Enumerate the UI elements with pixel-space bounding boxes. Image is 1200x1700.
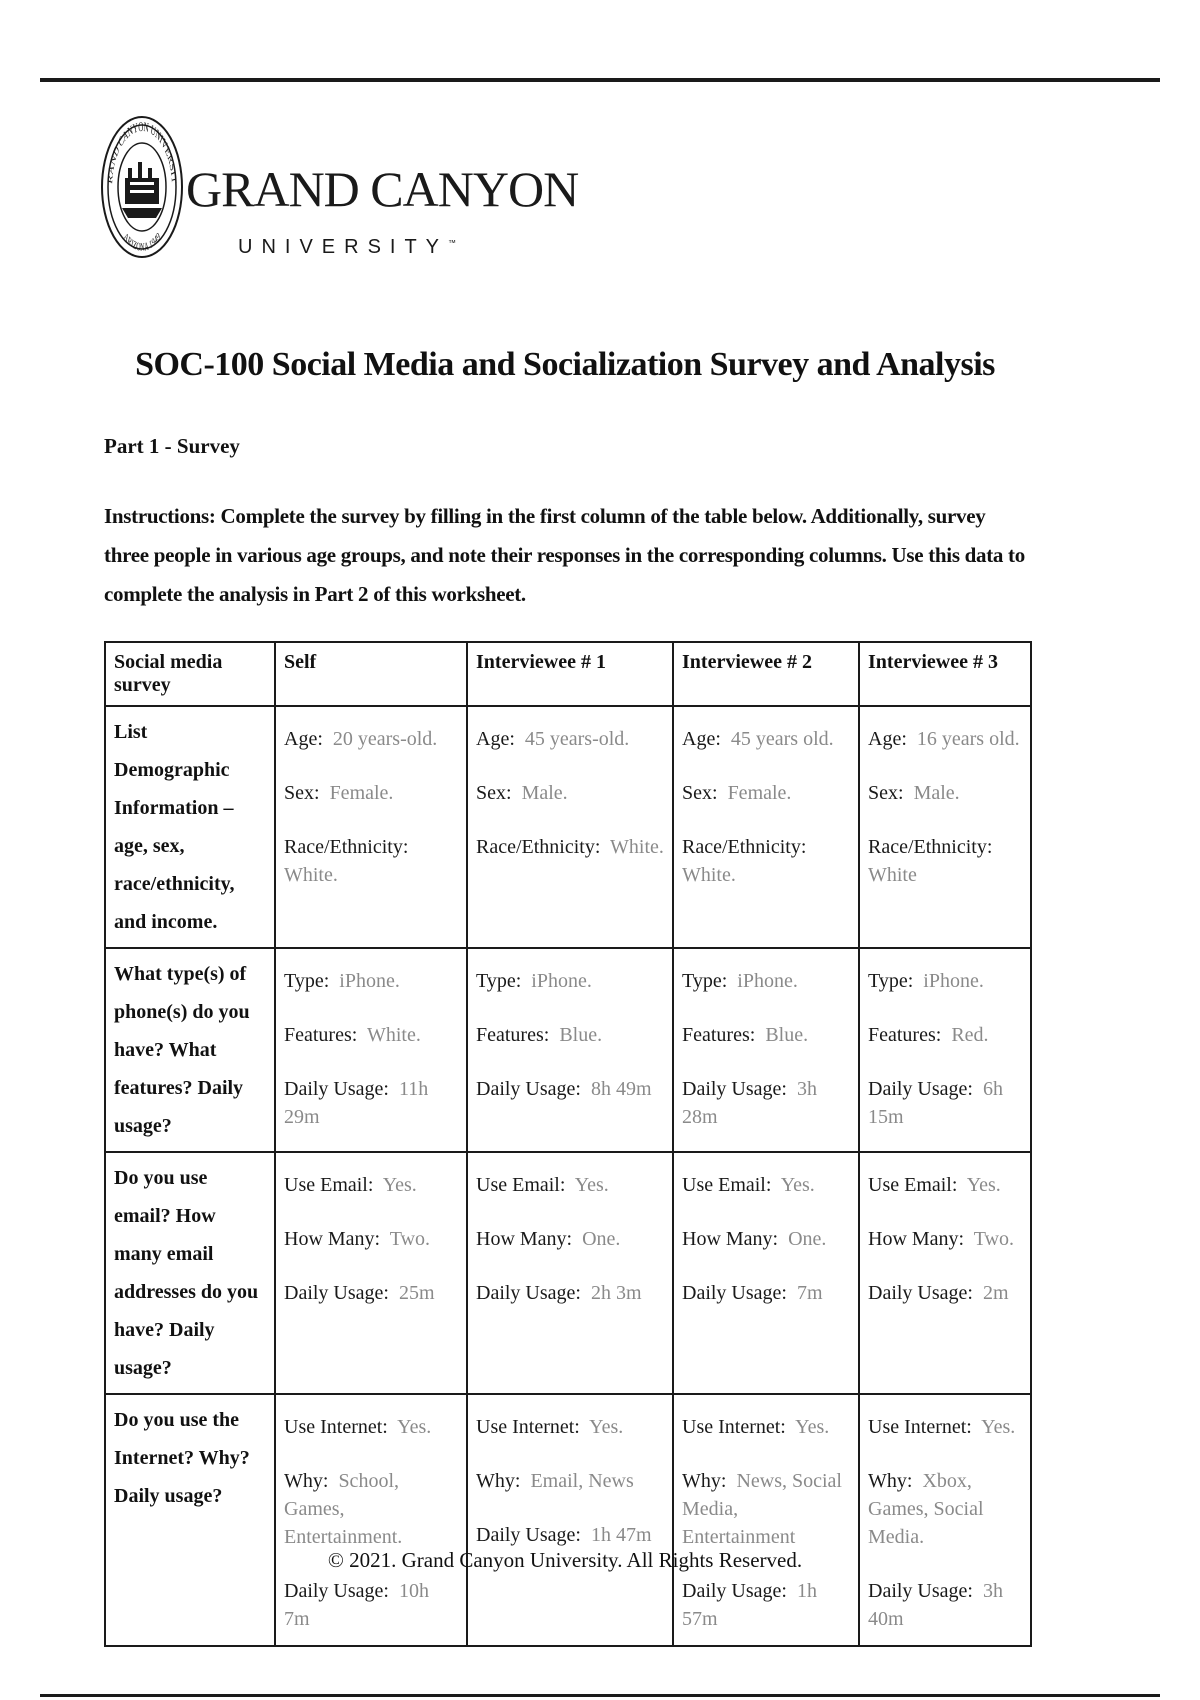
instructions: Instructions: Complete the survey by filling in the first column of the table below. Additionally, survey three people in various age groups, and note their responses in the corresponding columns. Use this data to complete the analysis in Part 2 of this worksheet.: [104, 504, 1025, 606]
response-label: Why:: [868, 1470, 913, 1492]
response-label: How Many:: [476, 1228, 573, 1250]
response-label: Daily Usage:: [868, 1580, 973, 1602]
column-header: Social media survey: [105, 642, 275, 706]
response-entry: [284, 833, 458, 889]
response-label: Features:: [476, 1024, 550, 1046]
response-entry: [476, 1171, 664, 1199]
response-entry: [476, 725, 664, 753]
response-cell: [467, 706, 673, 948]
response-label: Daily Usage:: [284, 1282, 389, 1304]
survey-question: What type(s) of phone(s) do you have? What features? Daily usage?: [105, 948, 275, 1152]
response-label: Features:: [868, 1024, 942, 1046]
response-value: 8h 49m: [590, 1078, 652, 1100]
response-entry: [476, 1467, 664, 1495]
response-entry: [682, 1171, 850, 1199]
response-value: Yes.: [397, 1416, 432, 1438]
response-value: 2m: [982, 1282, 1009, 1304]
response-value: Yes.: [981, 1416, 1016, 1438]
response-value: White.: [682, 864, 736, 886]
response-entry: [476, 779, 664, 807]
response-entry: [284, 1225, 458, 1253]
response-value: iPhone.: [339, 970, 400, 992]
response-value: 7m: [796, 1282, 823, 1304]
response-value: 6h 15m: [868, 1078, 1003, 1128]
response-value: 1h 57m: [682, 1580, 817, 1630]
table-row: [105, 1152, 1031, 1394]
response-entry: [284, 1171, 458, 1199]
response-entry: [284, 1279, 458, 1307]
response-entry: [868, 833, 1022, 889]
response-cell: [859, 948, 1031, 1152]
response-cell: [859, 706, 1031, 948]
response-label: Age:: [868, 728, 907, 750]
response-value: Xbox, Games, Social Media.: [868, 1470, 984, 1548]
response-label: Race/Ethnicity:: [476, 836, 601, 858]
response-value: 16 years old.: [916, 728, 1020, 750]
response-label: Why:: [284, 1470, 329, 1492]
response-entry: [476, 967, 664, 995]
response-value: Email, News: [530, 1470, 634, 1492]
response-entry: [868, 1577, 1022, 1633]
response-value: 3h 28m: [682, 1078, 817, 1128]
response-label: Use Internet:: [682, 1416, 786, 1438]
response-entry: [682, 1279, 850, 1307]
response-label: Type:: [682, 970, 728, 992]
table-row: [105, 706, 1031, 948]
response-entry: [476, 1521, 664, 1549]
table-row: [105, 948, 1031, 1152]
response-entry: [476, 1021, 664, 1049]
response-label: Features:: [682, 1024, 756, 1046]
response-label: Daily Usage:: [476, 1078, 581, 1100]
response-cell: [275, 948, 467, 1152]
top-rule: [40, 78, 1160, 82]
response-entry: [868, 1075, 1022, 1131]
response-label: Age:: [682, 728, 721, 750]
response-value: 45 years-old.: [524, 728, 630, 750]
response-entry: [284, 779, 458, 807]
response-label: Type:: [284, 970, 330, 992]
response-entry: [284, 725, 458, 753]
response-cell: [275, 706, 467, 948]
response-label: How Many:: [682, 1228, 779, 1250]
response-value: Female.: [727, 782, 792, 804]
response-entry: [682, 967, 850, 995]
response-value: Yes.: [795, 1416, 830, 1438]
response-entry: [682, 1413, 850, 1441]
response-entry: [682, 1021, 850, 1049]
response-entry: [682, 1075, 850, 1131]
response-label: Use Email:: [682, 1174, 772, 1196]
response-entry: [476, 1075, 664, 1103]
response-entry: [868, 1279, 1022, 1307]
seal-text: RAND CANYON UNIVERSIT: [106, 120, 178, 185]
response-entry: [284, 1021, 458, 1049]
seal-bottom-text: ARIZONA 1949: [122, 229, 162, 254]
response-entry: [682, 833, 850, 889]
response-value: iPhone.: [923, 970, 984, 992]
response-label: Why:: [476, 1470, 521, 1492]
response-entry: [682, 1577, 850, 1633]
response-cell: [467, 948, 673, 1152]
response-label: Daily Usage:: [682, 1078, 787, 1100]
response-entry: [284, 1075, 458, 1131]
response-entry: [868, 967, 1022, 995]
response-value: 2h 3m: [590, 1282, 642, 1304]
response-label: Daily Usage:: [284, 1580, 389, 1602]
copyright-footer: © 2021. Grand Canyon University. All Rights Reserved.: [327, 1548, 803, 1572]
response-entry: [476, 1413, 664, 1441]
response-value: News, Social Media, Entertainment: [682, 1470, 842, 1548]
response-label: Sex:: [868, 782, 904, 804]
response-value: 45 years old.: [730, 728, 834, 750]
response-value: Yes.: [966, 1174, 1001, 1196]
trademark-symbol: ™: [448, 238, 457, 248]
survey-question: List Demographic Information – age, sex, race/ethnicity, and income.: [105, 706, 275, 948]
svg-text:ARIZONA 1949: [123, 229, 162, 253]
response-entry: [682, 1225, 850, 1253]
response-label: Why:: [682, 1470, 727, 1492]
response-label: Use Internet:: [476, 1416, 580, 1438]
response-value: Two.: [389, 1228, 431, 1250]
response-entry: [868, 1021, 1022, 1049]
response-label: Type:: [868, 970, 914, 992]
response-value: Blue.: [765, 1024, 809, 1046]
response-entry: [868, 1225, 1022, 1253]
response-entry: [868, 1413, 1022, 1441]
response-label: Daily Usage:: [476, 1282, 581, 1304]
response-entry: [476, 1225, 664, 1253]
response-label: Daily Usage:: [476, 1524, 581, 1546]
response-value: Blue.: [559, 1024, 603, 1046]
response-label: Sex:: [284, 782, 320, 804]
response-entry: [284, 967, 458, 995]
response-label: How Many:: [868, 1228, 965, 1250]
response-cell: [275, 1152, 467, 1394]
response-value: Red.: [951, 1024, 989, 1046]
response-label: Use Internet:: [868, 1416, 972, 1438]
response-entry: [284, 1413, 458, 1441]
response-value: School, Games, Entertainment.: [284, 1470, 403, 1548]
response-value: Male.: [521, 782, 568, 804]
response-label: Sex:: [682, 782, 718, 804]
column-header: Interviewee # 1: [467, 642, 673, 706]
university-seal-icon: [100, 112, 184, 262]
response-value: 10h 7m: [284, 1580, 429, 1630]
table-header-row: [105, 642, 1031, 706]
response-entry: [682, 779, 850, 807]
response-value: Male.: [913, 782, 960, 804]
response-label: Daily Usage:: [868, 1078, 973, 1100]
response-value: White: [868, 864, 917, 886]
response-cell: [673, 706, 859, 948]
response-label: Daily Usage:: [682, 1580, 787, 1602]
survey-table: [104, 641, 1032, 1647]
response-cell: [859, 1394, 1031, 1646]
response-value: White.: [610, 836, 664, 858]
response-entry: [476, 1279, 664, 1307]
response-label: Use Email:: [476, 1174, 566, 1196]
column-header: Interviewee # 2: [673, 642, 859, 706]
response-value: iPhone.: [737, 970, 798, 992]
response-entry: [284, 1467, 458, 1551]
document-title: SOC-100 Social Media and Socialization Survey and Analysis: [135, 346, 995, 383]
response-cell: [673, 948, 859, 1152]
response-value: Yes.: [780, 1174, 815, 1196]
response-value: 1h 47m: [590, 1524, 652, 1546]
response-value: 25m: [398, 1282, 435, 1304]
response-value: Yes.: [574, 1174, 609, 1196]
response-value: Yes.: [589, 1416, 624, 1438]
survey-question: Do you use the Internet? Why? Daily usage?: [105, 1394, 275, 1646]
response-value: Two.: [973, 1228, 1015, 1250]
response-cell: [673, 1394, 859, 1646]
column-header: Self: [275, 642, 467, 706]
part-title: Part 1 - Survey: [104, 434, 240, 458]
response-label: Type:: [476, 970, 522, 992]
bottom-rule: [40, 1694, 1160, 1697]
response-label: Features:: [284, 1024, 358, 1046]
response-value: iPhone.: [531, 970, 592, 992]
response-label: Daily Usage:: [682, 1282, 787, 1304]
survey-question: Do you use email? How many email addresses do you have? Daily usage?: [105, 1152, 275, 1394]
response-entry: [868, 1171, 1022, 1199]
response-entry: [868, 1467, 1022, 1551]
response-cell: [859, 1152, 1031, 1394]
response-label: Daily Usage:: [284, 1078, 389, 1100]
response-entry: [476, 833, 664, 861]
response-label: Race/Ethnicity:: [284, 836, 409, 858]
response-label: Age:: [284, 728, 323, 750]
response-label: Use Internet:: [284, 1416, 388, 1438]
response-label: Age:: [476, 728, 515, 750]
response-label: Daily Usage:: [868, 1282, 973, 1304]
response-cell: [467, 1152, 673, 1394]
response-value: One.: [582, 1228, 621, 1250]
response-value: Yes.: [382, 1174, 417, 1196]
response-value: White.: [366, 1024, 421, 1046]
response-label: Use Email:: [284, 1174, 374, 1196]
response-entry: [284, 1577, 458, 1633]
response-value: One.: [788, 1228, 827, 1250]
response-cell: [673, 1152, 859, 1394]
response-value: Female.: [329, 782, 394, 804]
university-logo: [100, 112, 579, 262]
response-value: White.: [284, 864, 338, 886]
response-entry: [682, 725, 850, 753]
response-cell: [467, 1394, 673, 1646]
response-label: Race/Ethnicity:: [682, 836, 807, 858]
column-header: Interviewee # 3: [859, 642, 1031, 706]
response-label: Race/Ethnicity:: [868, 836, 993, 858]
response-entry: [682, 1467, 850, 1551]
response-value: 3h 40m: [868, 1580, 1003, 1630]
response-value: 20 years-old.: [332, 728, 438, 750]
response-entry: [868, 725, 1022, 753]
response-cell: [275, 1394, 467, 1646]
logo-name-line2: UNIVERSITY™: [238, 236, 457, 258]
response-label: How Many:: [284, 1228, 381, 1250]
response-entry: [868, 779, 1022, 807]
response-label: Use Email:: [868, 1174, 958, 1196]
logo-name-line1: GRAND CANYON: [186, 161, 579, 217]
response-value: 11h 29m: [284, 1078, 429, 1128]
table-row: [105, 1394, 1031, 1646]
response-label: Sex:: [476, 782, 512, 804]
